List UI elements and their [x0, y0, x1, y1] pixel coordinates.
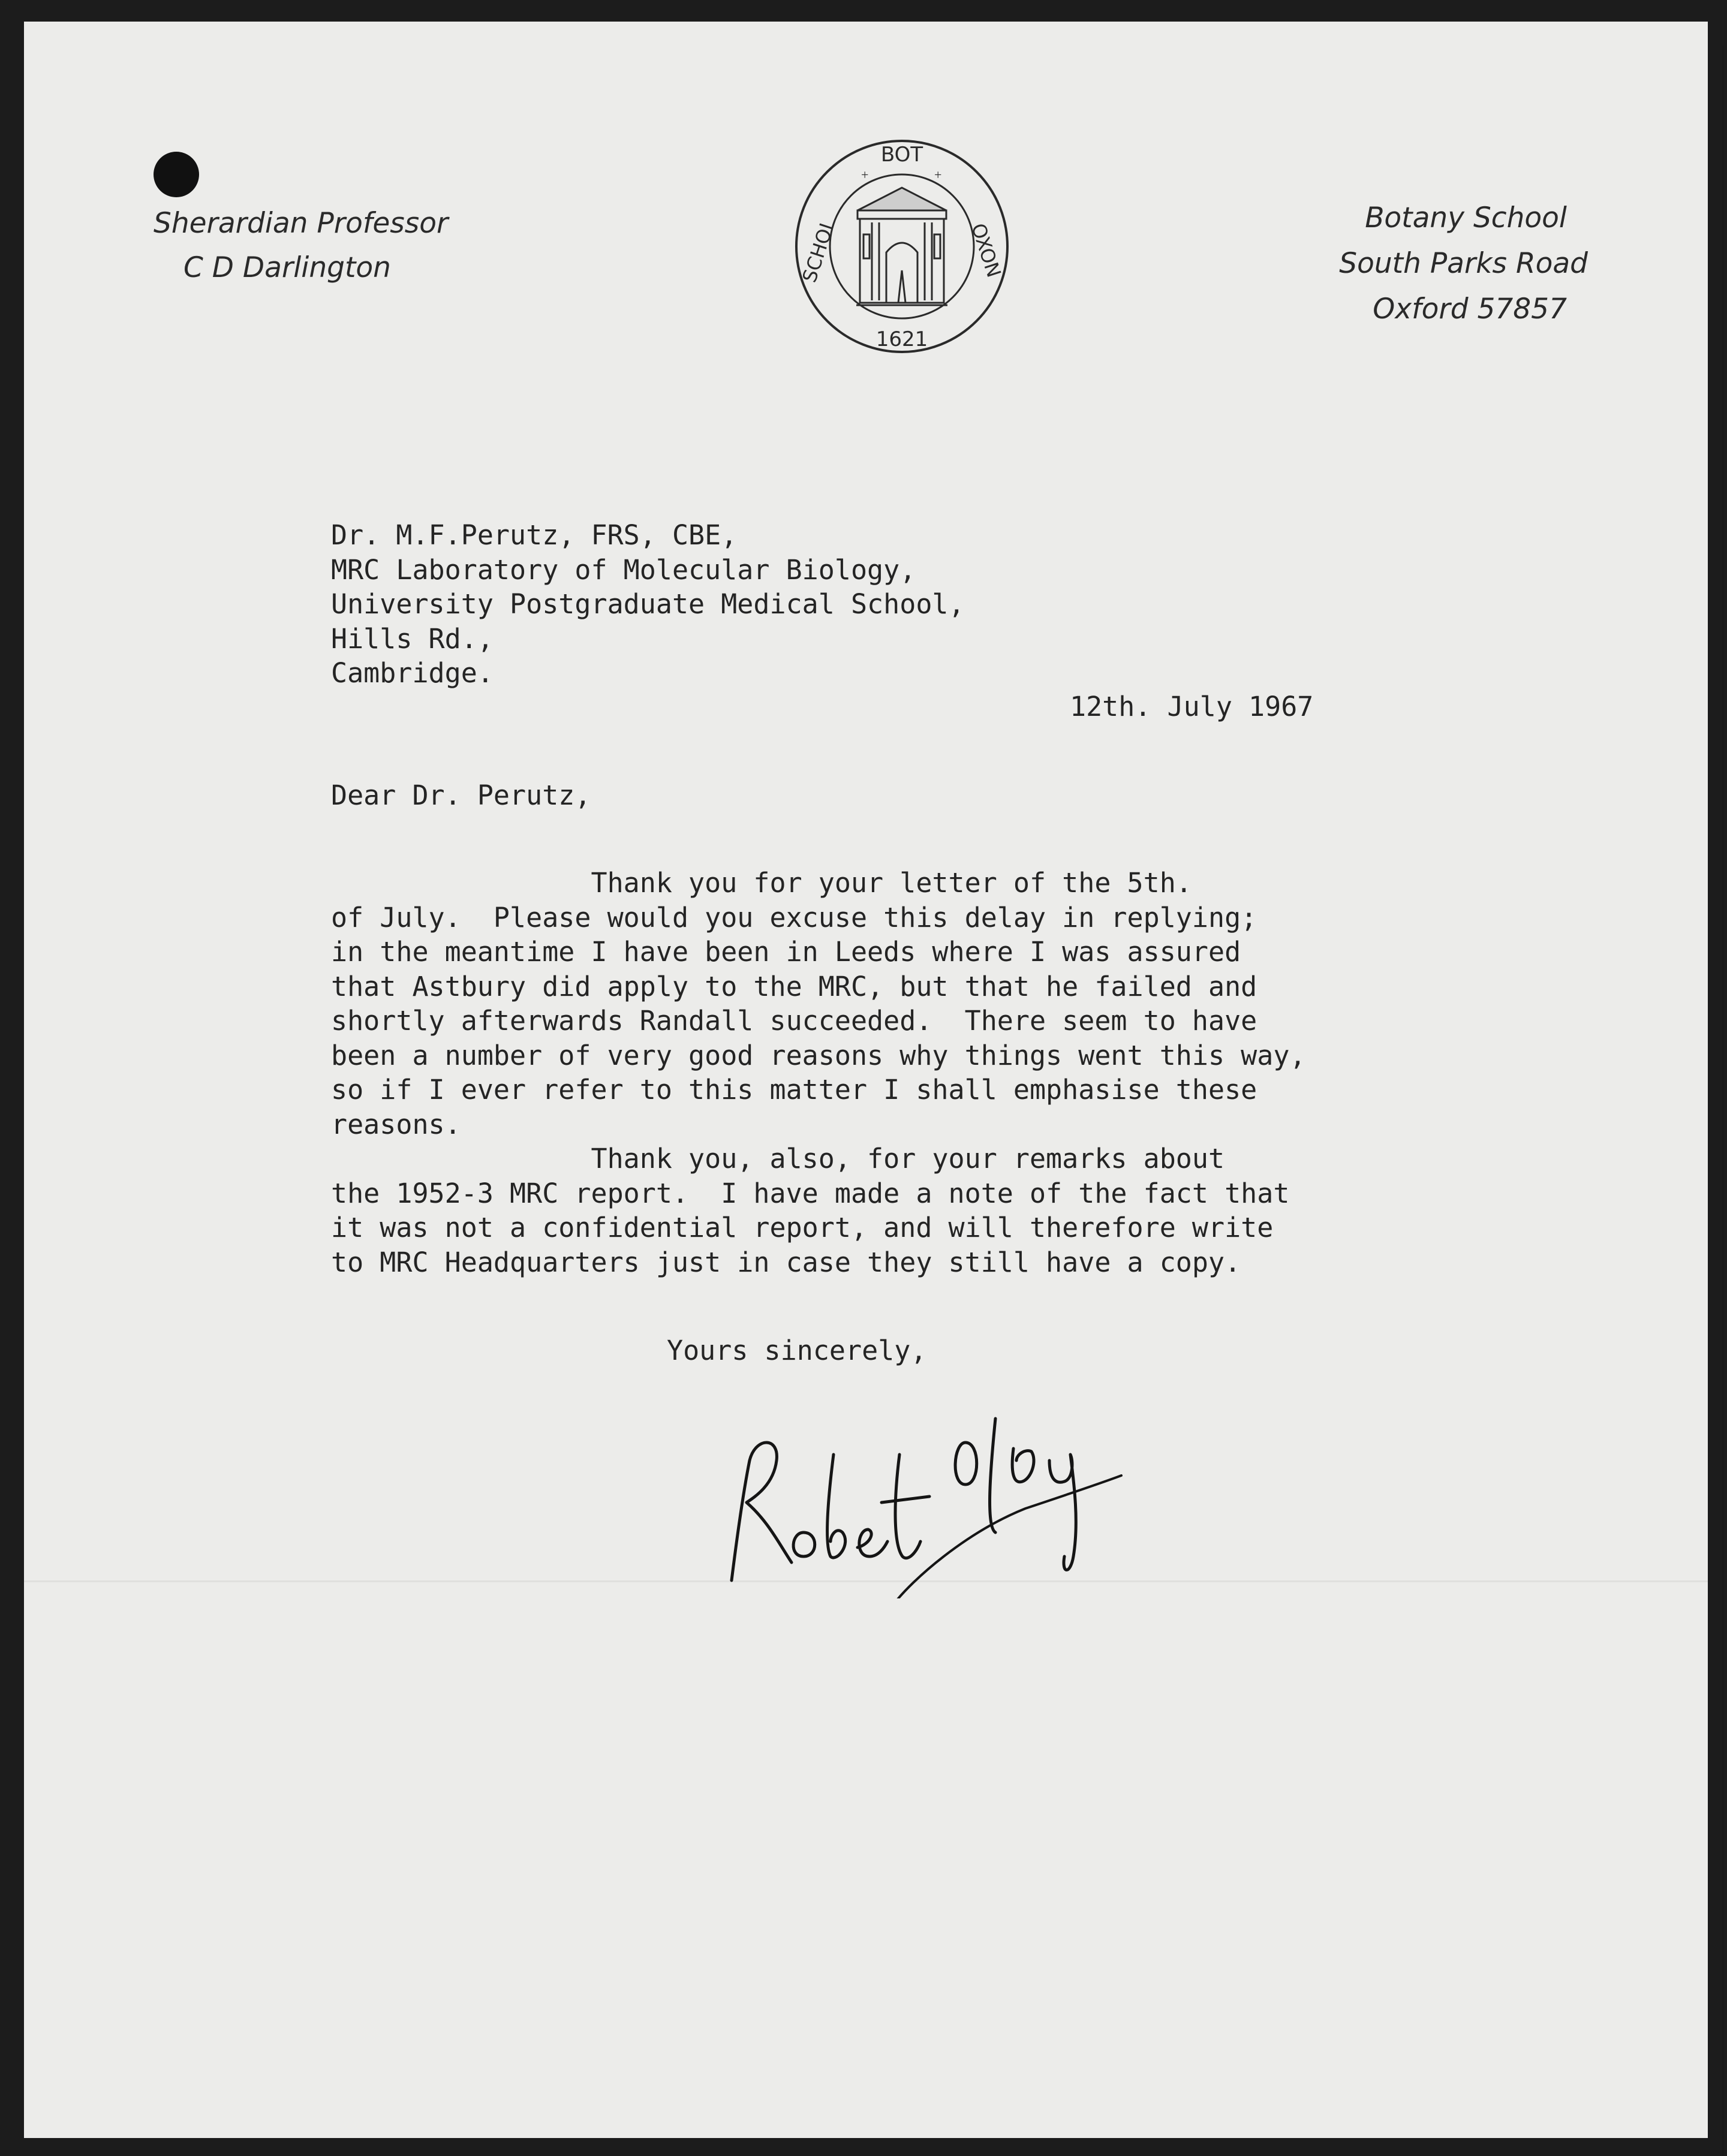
punch-hole: [154, 152, 199, 197]
address-line-2: South Parks Road: [1339, 247, 1588, 280]
body-line: Thank you for your letter of the 5th.: [331, 867, 1192, 899]
seal-text-right: OXON: [967, 220, 1006, 281]
body-line: shortly afterwards Randall succeeded. There seem to have: [331, 1005, 1257, 1037]
page-crease: [1722, 46, 1724, 2156]
recipient-address: [331, 518, 965, 691]
professor-title: Sherardian Professor: [154, 207, 449, 240]
body-line: Thank you, also, for your remarks about: [331, 1143, 1225, 1175]
address-line-1: Botany School: [1365, 201, 1567, 234]
seal-text-left: SCHOL: [798, 215, 840, 285]
seal-text-top: BOT: [880, 143, 923, 167]
professor-name: C D Darlington: [183, 251, 391, 284]
recipient-line: Cambridge.: [331, 657, 494, 689]
svg-text:+: +: [934, 167, 942, 182]
closing: Yours sincerely,: [667, 1335, 927, 1366]
body-line: been a number of very good reasons why things went this way,: [331, 1039, 1306, 1071]
recipient-line: Hills Rd.,: [331, 622, 494, 655]
address-line-3: Oxford 57857: [1373, 293, 1567, 326]
seal-year: 1621: [875, 327, 928, 351]
letter-sheet: [24, 22, 1708, 2138]
salutation: Dear Dr. Perutz,: [331, 779, 591, 811]
body-line: that Astbury did apply to the MRC, but that he failed and: [331, 970, 1257, 1002]
body-line: so if I ever refer to this matter I shall emphasise these: [331, 1074, 1257, 1106]
recipient-line: Dr. M.F.Perutz, FRS, CBE,: [331, 519, 738, 551]
recipient-line: MRC Laboratory of Molecular Biology,: [331, 553, 916, 586]
building-icon: [856, 188, 947, 305]
body-line: of July. Please would you excuse this delay in replying;: [331, 901, 1257, 934]
body-line: in the meantime I have been in Leeds where I was assured: [331, 936, 1241, 968]
letter-body: [331, 866, 1306, 1279]
svg-text:+: +: [861, 167, 869, 182]
body-line: the 1952-3 MRC report. I have made a note of the fact that: [331, 1177, 1290, 1209]
handwritten-signature: [714, 1383, 1133, 1598]
body-line: it was not a confidential report, and will therefore write: [331, 1212, 1274, 1243]
letterhead-left: [154, 201, 448, 290]
body-line: reasons.: [331, 1108, 461, 1140]
recipient-line: University Postgraduate Medical School,: [331, 588, 965, 620]
letterhead-address: [1339, 195, 1588, 332]
letter-date: 12th. July 1967: [1070, 691, 1314, 722]
university-seal-icon: [790, 133, 1013, 360]
body-line: to MRC Headquarters just in case they still have a copy.: [331, 1246, 1241, 1278]
